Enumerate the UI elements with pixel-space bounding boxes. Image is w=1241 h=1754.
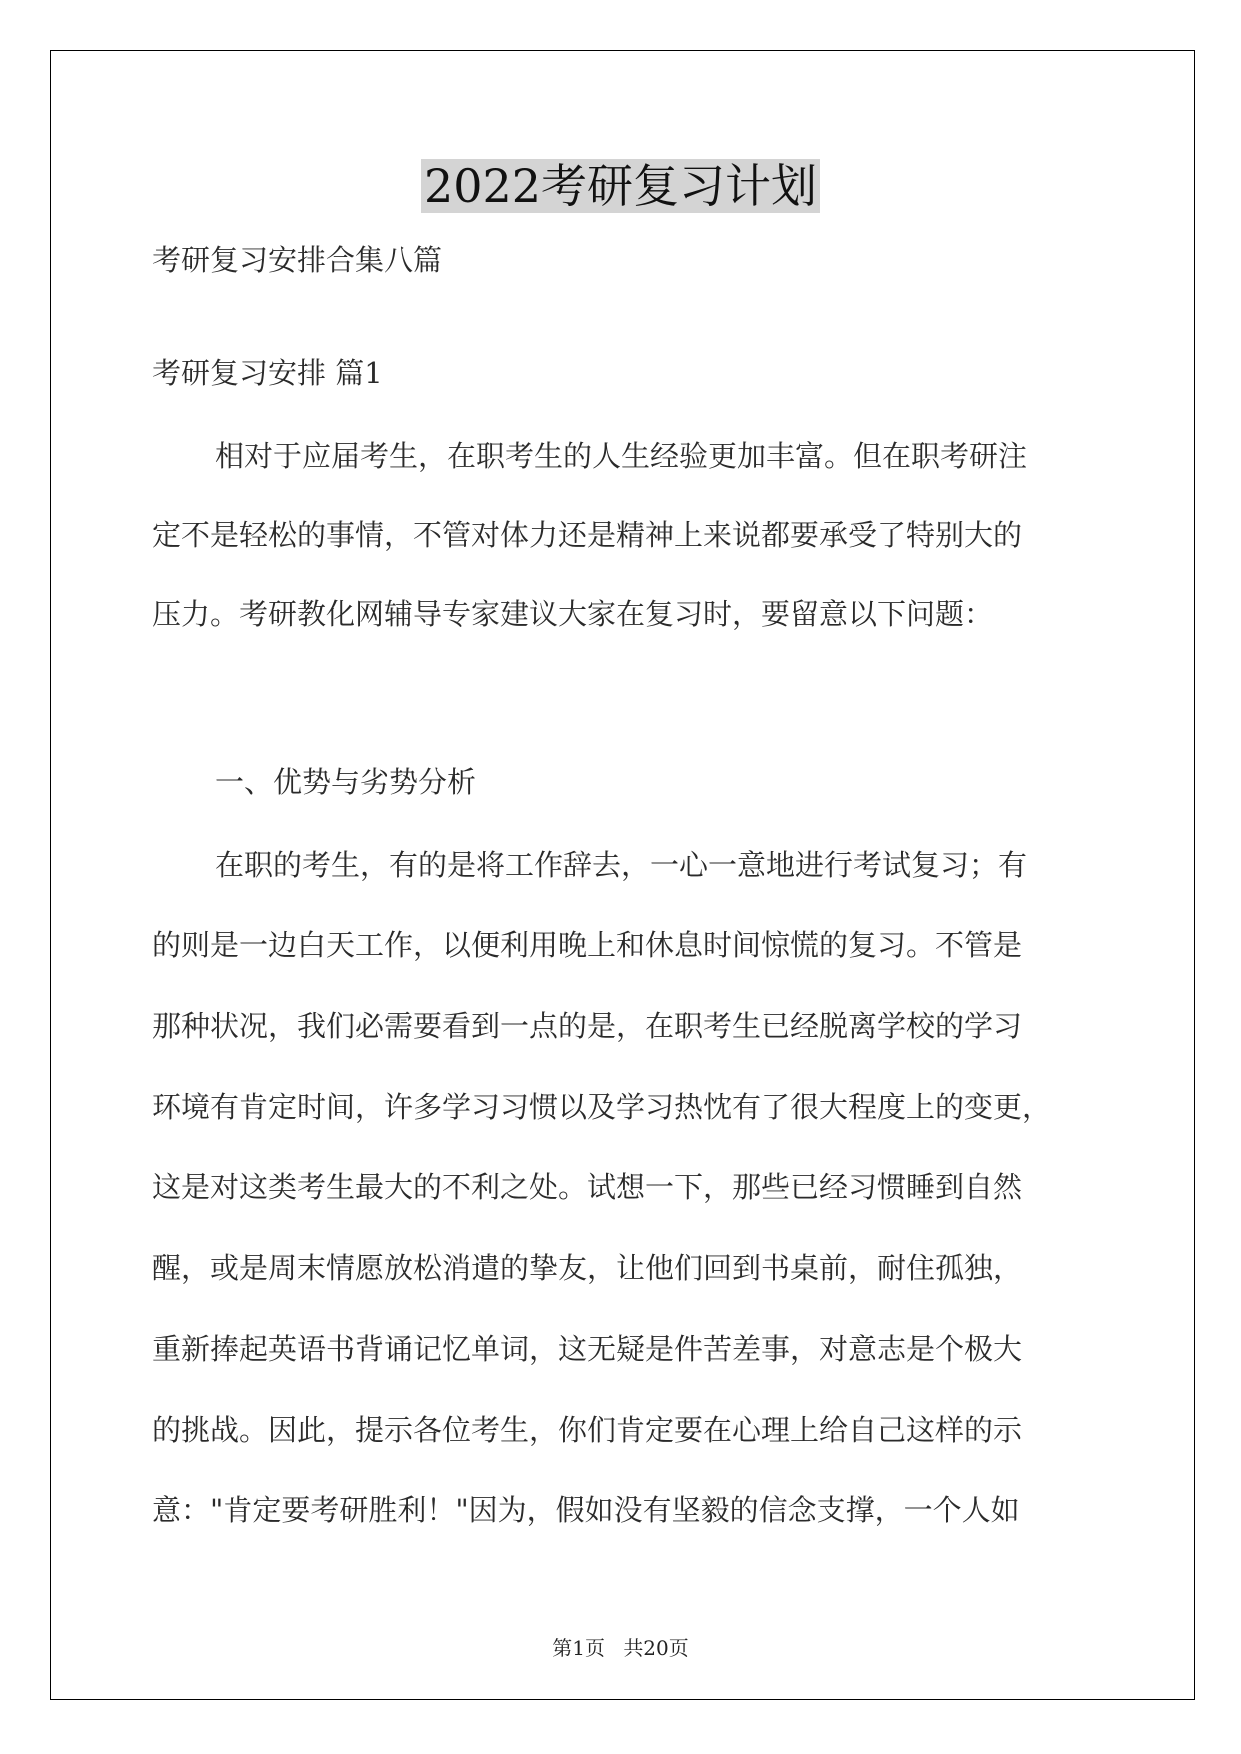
- paragraph-line: 相对于应届考生，在职考生的人生经验更加丰富。但在职考研注: [215, 439, 1028, 473]
- document-title: [0, 156, 1241, 216]
- total-pages: 共20页: [623, 1636, 689, 1660]
- page-number: 第1页: [552, 1636, 605, 1660]
- section-heading: 考研复习安排 篇1: [152, 356, 383, 390]
- paragraph-line: 那种状况，我们必需要看到一点的是，在职考生已经脱离学校的学习: [152, 1009, 1023, 1043]
- page-footer: [0, 1634, 1241, 1662]
- subheading: 一、优势与劣势分析: [215, 765, 477, 799]
- document-title-text: 2022考研复习计划: [421, 159, 820, 213]
- paragraph-line: 在职的考生，有的是将工作辞去，一心一意地进行考试复习；有: [215, 848, 1028, 882]
- paragraph-line: 定不是轻松的事情，不管对体力还是精神上来说都要承受了特别大的: [152, 518, 1023, 552]
- paragraph-line: 意："肯定要考研胜利！"因为，假如没有坚毅的信念支撑，一个人如: [152, 1493, 1020, 1527]
- paragraph-line: 的挑战。因此，提示各位考生，你们肯定要在心理上给自己这样的示: [152, 1413, 1023, 1447]
- paragraph-line: 环境有肯定时间，许多学习习惯以及学习热忱有了很大程度上的变更，: [152, 1090, 1052, 1124]
- paragraph-line: 这是对这类考生最大的不利之处。试想一下，那些已经习惯睡到自然: [152, 1170, 1023, 1204]
- paragraph-line: 的则是一边白天工作，以便利用晚上和休息时间惊慌的复习。不管是: [152, 928, 1023, 962]
- paragraph-line: 重新捧起英语书背诵记忆单词，这无疑是件苦差事，对意志是个极大: [152, 1332, 1023, 1366]
- paragraph-line: 压力。考研教化网辅导专家建议大家在复习时，要留意以下问题：: [152, 597, 994, 631]
- paragraph-line: 醒，或是周末情愿放松消遣的挚友，让他们回到书桌前，耐住孤独，: [152, 1251, 1023, 1285]
- document-subtitle: 考研复习安排合集八篇: [152, 243, 443, 277]
